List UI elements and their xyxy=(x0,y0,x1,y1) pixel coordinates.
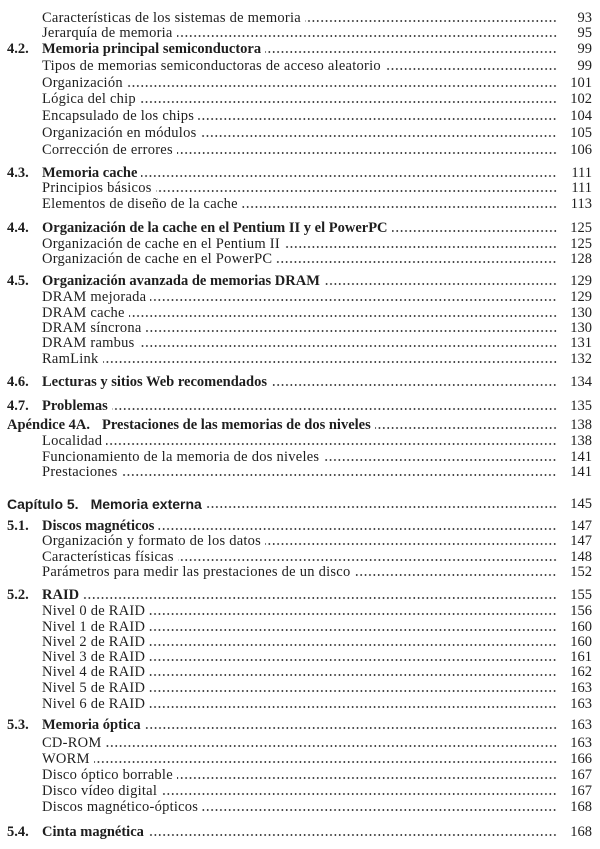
toc-section-entry xyxy=(7,717,592,734)
entry-title: Características de los sistemas de memoria xyxy=(42,10,301,26)
entry-number: 5.1. xyxy=(7,518,29,534)
page-number: 130 xyxy=(570,320,592,336)
page-number: 155 xyxy=(570,587,592,603)
entry-title: Tipos de memorias semiconductoras de acceso aleatorio xyxy=(42,58,381,74)
entry-title: Funcionamiento de la memoria de dos niveles xyxy=(42,449,320,465)
entry-number: 4.7. xyxy=(7,398,29,414)
entry-title: Nivel 4 de RAID xyxy=(42,664,146,680)
entry-title: Memoria cache xyxy=(42,165,138,181)
dot-leader xyxy=(127,84,557,88)
entry-title: Nivel 5 de RAID xyxy=(42,680,146,696)
toc-section-entry xyxy=(7,41,592,58)
dot-leader xyxy=(149,689,557,693)
dot-leader xyxy=(106,442,557,446)
toc-subentry xyxy=(7,680,592,697)
dot-leader xyxy=(392,229,557,233)
dot-leader xyxy=(385,67,557,71)
entry-number: 5.4. xyxy=(7,824,29,840)
toc-subentry xyxy=(7,196,592,213)
page-number: 163 xyxy=(570,680,592,696)
dot-leader xyxy=(200,134,557,138)
toc-subentry xyxy=(7,696,592,713)
page-number: 129 xyxy=(570,273,592,289)
dot-leader xyxy=(265,50,557,54)
page-number: 156 xyxy=(570,603,592,619)
page-number: 160 xyxy=(570,634,592,650)
page-number: 104 xyxy=(570,108,592,124)
dot-leader xyxy=(242,205,557,209)
entry-title: Características físicas xyxy=(42,549,174,565)
toc-subentry xyxy=(7,25,592,42)
dot-leader xyxy=(149,673,557,677)
toc-subentry xyxy=(7,142,592,159)
entry-title: Memoria principal semiconductora xyxy=(42,41,262,57)
dot-leader xyxy=(271,383,557,387)
page-number: 168 xyxy=(570,799,592,815)
dot-leader xyxy=(177,776,557,780)
entry-title: DRAM rambus xyxy=(42,335,135,351)
dot-leader xyxy=(323,458,557,462)
entry-title: RamLink xyxy=(42,351,99,367)
toc-subentry xyxy=(7,735,592,752)
toc-subentry xyxy=(7,767,592,784)
page-number: 130 xyxy=(570,305,592,321)
dot-leader xyxy=(198,117,557,121)
dot-leader xyxy=(177,151,557,155)
toc-section-entry xyxy=(7,587,592,604)
entry-title: Principios básicos xyxy=(42,180,152,196)
toc-subentry xyxy=(7,433,592,450)
entry-title: WORM xyxy=(42,751,90,767)
toc-subentry xyxy=(7,603,592,620)
dot-leader xyxy=(149,658,557,662)
dot-leader xyxy=(141,174,557,178)
toc-subentry xyxy=(7,108,592,125)
entry-title: Lecturas y sitios Web recomendados xyxy=(42,374,268,390)
entry-title: Discos magnético-ópticos xyxy=(42,799,199,815)
dot-leader xyxy=(284,245,557,249)
page-number: 163 xyxy=(570,696,592,712)
toc-section-entry xyxy=(7,374,592,391)
toc-subentry xyxy=(7,251,592,268)
entry-title: Parámetros para medir las prestaciones de un disco xyxy=(42,564,351,580)
entry-title: Nivel 0 de RAID xyxy=(42,603,146,619)
page-number: 111 xyxy=(571,180,592,196)
dot-leader xyxy=(112,407,557,411)
entry-title: Organización de cache en el PowerPC xyxy=(42,251,273,267)
dot-leader xyxy=(150,298,557,302)
entry-title: Nivel 3 de RAID xyxy=(42,649,146,665)
entry-number: Capítulo 5. xyxy=(7,496,79,512)
dot-leader xyxy=(149,643,557,647)
page-number: 168 xyxy=(570,824,592,840)
entry-title: Discos magnéticos xyxy=(42,518,155,534)
page-number: 138 xyxy=(570,433,592,449)
dot-leader xyxy=(140,100,557,104)
toc-section-entry xyxy=(7,220,592,237)
entry-title: Nivel 1 de RAID xyxy=(42,619,146,635)
toc-subentry xyxy=(7,751,592,768)
dot-leader xyxy=(129,314,557,318)
toc-subentry xyxy=(7,91,592,108)
page-number: 147 xyxy=(570,533,592,549)
entry-title: Cinta magnética xyxy=(42,824,144,840)
entry-title: Disco óptico borrable xyxy=(42,767,173,783)
dot-leader xyxy=(106,744,557,748)
page-number: 138 xyxy=(570,417,592,433)
page-number: 102 xyxy=(570,91,592,107)
toc-subentry xyxy=(7,564,592,581)
dot-leader xyxy=(94,760,557,764)
dot-leader xyxy=(139,344,557,348)
page-number: 135 xyxy=(570,398,592,414)
page-number: 105 xyxy=(570,125,592,141)
entry-title: Organización xyxy=(42,75,123,91)
page-number: 106 xyxy=(570,142,592,158)
page-number: 99 xyxy=(577,41,592,57)
entry-title: CD-ROM xyxy=(42,735,102,751)
entry-number: 4.5. xyxy=(7,273,29,289)
entry-title: Corrección de errores xyxy=(42,142,173,158)
page-number: 152 xyxy=(570,564,592,580)
toc-subentry xyxy=(7,75,592,92)
entry-title: Encapsulado de los chips xyxy=(42,108,195,124)
page-number: 101 xyxy=(570,75,592,91)
page-number: 167 xyxy=(570,767,592,783)
dot-leader xyxy=(161,792,557,796)
page-number: 125 xyxy=(570,220,592,236)
dot-leader xyxy=(145,726,557,730)
page-number: 141 xyxy=(570,449,592,465)
toc-subentry xyxy=(7,351,592,368)
entry-number: 4.2. xyxy=(7,41,29,57)
toc-subentry xyxy=(7,664,592,681)
dot-leader xyxy=(149,628,557,632)
entry-title: DRAM síncrona xyxy=(42,320,142,336)
entry-title: Nivel 2 de RAID xyxy=(42,634,146,650)
toc-chapter-entry xyxy=(7,496,592,513)
entry-title: Prestaciones de las memorias de dos niveles xyxy=(101,417,371,433)
page-number: 163 xyxy=(570,735,592,751)
page-number: 132 xyxy=(570,351,592,367)
page-number: 111 xyxy=(571,165,592,181)
toc-appendix-entry xyxy=(7,417,592,434)
entry-title: Lógica del chip xyxy=(42,91,136,107)
dot-leader xyxy=(146,329,557,333)
page-number: 161 xyxy=(570,649,592,665)
page-number: 145 xyxy=(570,496,592,512)
entry-title: Organización avanzada de memorias DRAM xyxy=(42,273,320,289)
page-number: 99 xyxy=(577,58,592,74)
entry-title: Nivel 6 de RAID xyxy=(42,696,146,712)
page-number: 167 xyxy=(570,783,592,799)
dot-leader xyxy=(202,808,557,812)
entry-number: 5.2. xyxy=(7,587,29,603)
entry-title: Organización y formato de los datos xyxy=(42,533,262,549)
page-number: 95 xyxy=(577,25,592,41)
toc-subentry xyxy=(7,533,592,550)
entry-title: Elementos de diseño de la cache xyxy=(42,196,238,212)
page-number: 166 xyxy=(570,751,592,767)
toc-section-entry xyxy=(7,824,592,841)
page-number: 128 xyxy=(570,251,592,267)
dot-leader xyxy=(324,282,557,286)
dot-leader xyxy=(265,542,557,546)
toc-subentry xyxy=(7,180,592,197)
toc-subentry xyxy=(7,464,592,481)
dot-leader xyxy=(158,527,557,531)
page-number: 134 xyxy=(570,374,592,390)
toc-subentry xyxy=(7,799,592,816)
entry-title: Jerarquía de memoria xyxy=(42,25,173,41)
page-number: 141 xyxy=(570,464,592,480)
dot-leader xyxy=(177,34,557,38)
dot-leader xyxy=(148,833,557,837)
toc-subentry xyxy=(7,125,592,142)
entry-title: Problemas xyxy=(42,398,108,414)
entry-title: Disco vídeo digital xyxy=(42,783,158,799)
entry-title: Organización en módulos xyxy=(42,125,197,141)
dot-leader xyxy=(83,596,557,600)
page-number: 131 xyxy=(570,335,592,351)
page-number: 162 xyxy=(570,664,592,680)
entry-number: 4.4. xyxy=(7,220,29,236)
toc-section-entry xyxy=(7,398,592,415)
page-number: 148 xyxy=(570,549,592,565)
page-number: 147 xyxy=(570,518,592,534)
entry-title: DRAM cache xyxy=(42,305,125,321)
entry-title: Organización de la cache en el Pentium II y el PowerPC xyxy=(42,220,388,236)
entry-title: Memoria óptica xyxy=(42,717,141,733)
page-number: 113 xyxy=(570,196,592,212)
dot-leader xyxy=(121,473,557,477)
dot-leader xyxy=(156,189,557,193)
entry-number: 4.6. xyxy=(7,374,29,390)
entry-title: Organización de cache en el Pentium II xyxy=(42,236,280,252)
toc-subentry xyxy=(7,335,592,352)
dot-leader xyxy=(149,705,557,709)
entry-title: Memoria externa xyxy=(90,496,202,512)
entry-title: RAID xyxy=(42,587,80,603)
dot-leader xyxy=(305,19,557,23)
entry-title: Localidad xyxy=(42,433,103,449)
entry-number: 4.3. xyxy=(7,165,29,181)
entry-title: DRAM mejorada xyxy=(42,289,147,305)
dot-leader xyxy=(375,426,557,430)
page-number: 160 xyxy=(570,619,592,635)
page-number: 163 xyxy=(570,717,592,733)
dot-leader xyxy=(149,612,557,616)
toc-section-entry xyxy=(7,273,592,290)
toc-subentry xyxy=(7,58,592,75)
toc-subentry xyxy=(7,783,592,800)
entry-number: Apéndice 4A. xyxy=(7,417,90,433)
dot-leader xyxy=(178,558,557,562)
dot-leader xyxy=(103,360,557,364)
page-number: 125 xyxy=(570,236,592,252)
page-number: 93 xyxy=(577,10,592,26)
dot-leader xyxy=(206,505,557,509)
entry-number: 5.3. xyxy=(7,717,29,733)
toc-subentry xyxy=(7,289,592,306)
entry-title: Prestaciones xyxy=(42,464,118,480)
page-number: 129 xyxy=(570,289,592,305)
dot-leader xyxy=(276,260,557,264)
dot-leader xyxy=(354,573,557,577)
